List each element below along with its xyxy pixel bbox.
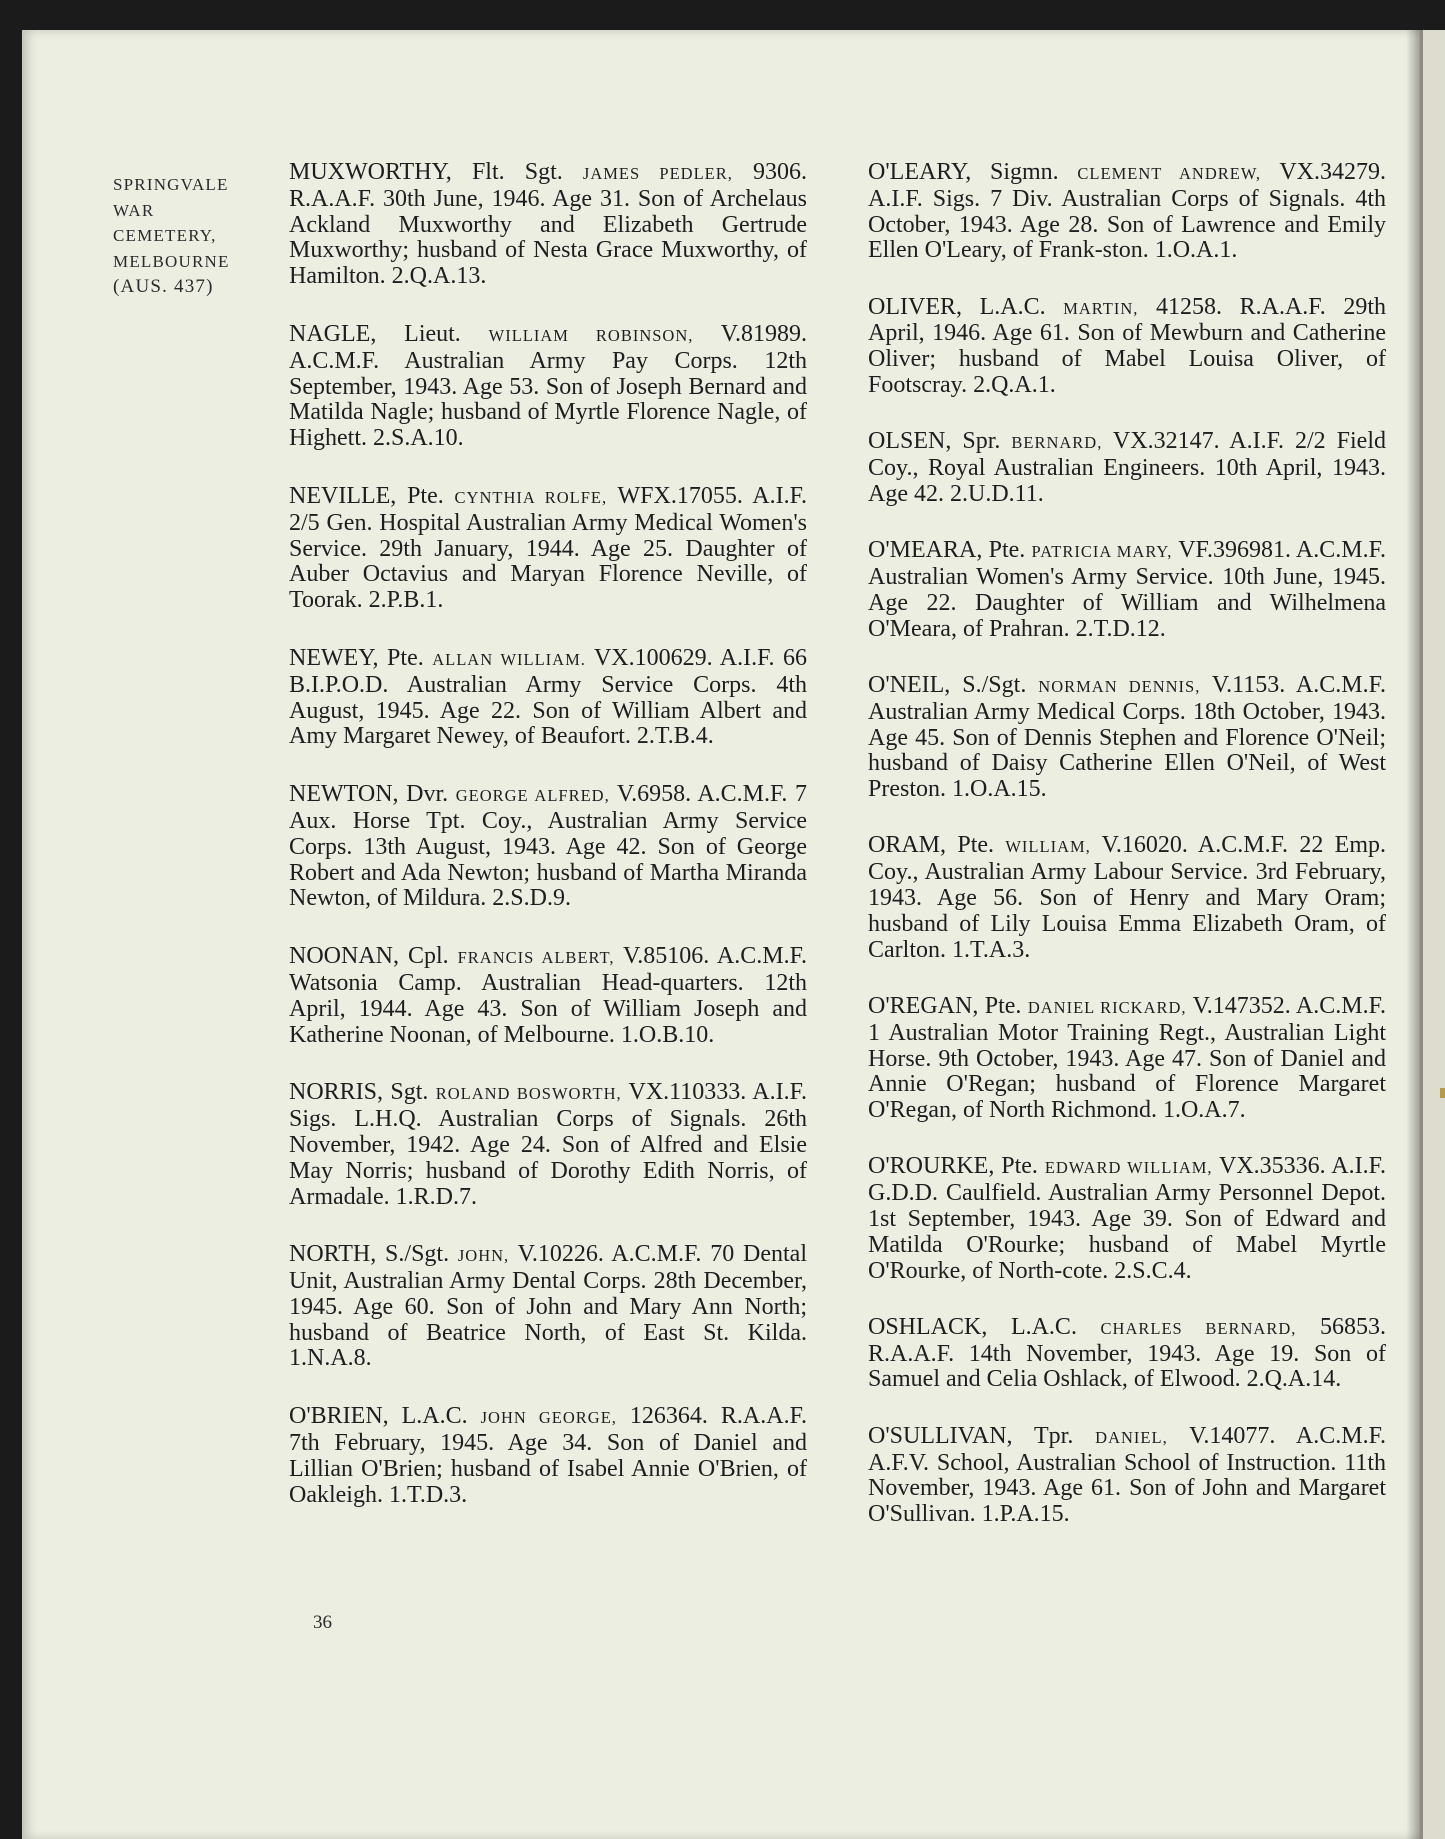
- entry-details: V.14077. A.C.M.F. A.F.V. School, Australian School of Instruction. 11th November, 1943. Age 61. Son of John and Margaret O'Sullivan. 1.P.A.15.: [868, 1422, 1386, 1528]
- casualty-entry: [289, 646, 807, 750]
- entry-surname: NEWTON,: [289, 781, 399, 808]
- entry-given-names: JOHN,: [457, 1246, 510, 1266]
- entry-surname: O'REGAN,: [868, 992, 979, 1019]
- entry-given-names: DANIEL,: [1095, 1427, 1168, 1447]
- entry-details: VX.34279. A.I.F. Sigs. 7 Div. Australian Corps of Signals. 4th October, 1943. Age 28. Son of Lawrence and Emily Ellen O'Leary, of Frank-ston. 1.O.A.1.: [868, 159, 1386, 264]
- entry-surname: OSHLACK,: [868, 1313, 988, 1340]
- entry-details: V.10226. A.C.M.F. 70 Dental Unit, Australian Army Dental Corps. 28th December, 1945. Age 60. Son of John and Mary Ann North; husband of Beatrice North, of East St. Kilda. 1.N.A.8.: [289, 1241, 807, 1372]
- entry-given-names: ALLAN WILLIAM.: [432, 649, 586, 669]
- entry-given-names: JAMES PEDLER,: [582, 164, 733, 183]
- entry-rank: Pte.: [984, 992, 1022, 1019]
- entry-details: 9306. R.A.A.F. 30th June, 1946. Age 31. Son of Archelaus Ackland Muxworthy and Elizabeth Gertrude Muxworthy; husband of Nesta Grace Muxworthy, of Hamilton. 2.Q.A.13.: [289, 159, 808, 290]
- entry-details: VX.32147. A.I.F. 2/2 Field Coy., Royal Australian Engineers. 10th April, 1943. Age 42. 2.U.D.11.: [868, 428, 1386, 507]
- entry-surname: NORTH,: [289, 1241, 377, 1268]
- left-column: [289, 160, 807, 1540]
- entry-given-names: JOHN GEORGE,: [480, 1408, 617, 1428]
- page-number: 36: [313, 1612, 332, 1633]
- entry-details: VX.100629. A.I.F. 66 B.I.P.O.D. Australian Army Service Corps. 4th August, 1945. Age 22. Son of William Albert and Amy Margaret Newey, of Beaufort. 2.T.B.4.: [289, 644, 808, 750]
- cemetery-label: [113, 172, 230, 300]
- entry-given-names: NORMAN DENNIS,: [1038, 676, 1201, 696]
- entry-details: 41258. R.A.A.F. 29th April, 1946. Age 61. Son of Mewburn and Catherine Oliver; husband of Mabel Louisa Oliver, of Footscray. 2.Q.A.1.: [868, 293, 1387, 399]
- entry-surname: NOONAN,: [289, 943, 399, 970]
- entry-details: V.85106. A.C.M.F. Watsonia Camp. Australian Head-quarters. 12th April, 1944. Age 43. Son of William Joseph and Katherine Noonan, of Melbourne. 1.O.B.10.: [289, 943, 807, 1048]
- casualty-entry: [868, 994, 1386, 1124]
- entry-surname: O'MEARA,: [868, 537, 983, 564]
- page-gutter-shadow: [1406, 30, 1420, 1839]
- casualty-entry: [289, 1080, 807, 1210]
- entry-surname: OLIVER,: [868, 293, 962, 320]
- entry-surname: NORRIS,: [289, 1079, 384, 1106]
- casualty-entry: [868, 1154, 1386, 1284]
- entry-surname: O'NEIL,: [868, 671, 951, 698]
- entry-surname: O'ROURKE,: [868, 1153, 995, 1180]
- entry-details: V.6958. A.C.M.F. 7 Aux. Horse Tpt. Coy., Australian Army Service Corps. 13th August, 1943. Age 42. Son of George Robert and Ada Newton; husband of Martha Miranda Newton, of Mildura. 2.S.D.9.: [289, 781, 808, 912]
- entry-rank: Pte.: [387, 644, 424, 671]
- entry-given-names: FRANCIS ALBERT,: [457, 948, 615, 968]
- casualty-entry: [868, 673, 1386, 803]
- entry-surname: O'LEARY,: [868, 159, 972, 185]
- entry-details: VF.396981. A.C.M.F. Australian Women's Army Service. 10th June, 1945. Age 22. Daughter of William and Wilhelmena O'Meara, of Prahran. 2.T.D.12.: [868, 537, 1387, 642]
- facing-page-edge: [1420, 30, 1445, 1839]
- casualty-entry: [289, 484, 807, 614]
- entry-rank: Lieut.: [404, 320, 461, 347]
- entry-surname: O'SULLIVAN,: [868, 1422, 1013, 1449]
- casualty-entry: [289, 1404, 807, 1508]
- entry-rank: Pte.: [1001, 1153, 1038, 1180]
- casualty-entry: [868, 160, 1386, 264]
- entry-details: 126364. R.A.A.F. 7th February, 1945. Age 34. Son of Daniel and Lillian O'Brien; husband of Isabel Annie O'Brien, of Oakleigh. 1.T.D.3.: [289, 1403, 807, 1508]
- entry-surname: ORAM,: [868, 832, 947, 859]
- cemetery-label-line: SPRINGVALE: [113, 175, 229, 194]
- entry-rank: Sigmn.: [989, 159, 1059, 185]
- entry-given-names: EDWARD WILLIAM,: [1044, 1158, 1213, 1178]
- entry-details: V.81989. A.C.M.F. Australian Army Pay Corps. 12th September, 1943. Age 53. Son of Joseph Bernard and Matilda Nagle; husband of Myrtle Florence Nagle, of Highett. 2.S.A.10.: [289, 320, 808, 452]
- entry-details: VX.110333. A.I.F. Sigs. L.H.Q. Australian Corps of Signals. 26th November, 1942. Age 24. Son of Alfred and Elsie May Norris; husband of Dorothy Edith Norris, of Armadale. 1.R.D.7.: [289, 1079, 808, 1210]
- casualty-entry: [289, 1242, 807, 1372]
- entry-rank: S./Sgt.: [385, 1241, 450, 1268]
- casualty-entry: [868, 295, 1386, 399]
- entry-given-names: PATRICIA MARY,: [1031, 542, 1173, 562]
- entry-surname: MUXWORTHY,: [289, 159, 452, 185]
- entry-surname: OLSEN,: [868, 428, 952, 455]
- entry-rank: L.A.C.: [1010, 1313, 1077, 1340]
- casualty-entry: [868, 1424, 1386, 1528]
- entry-given-names: MARTIN,: [1063, 298, 1139, 318]
- entry-given-names: WILLIAM ROBINSON,: [488, 325, 694, 345]
- entry-details: VX.35336. A.I.F. G.D.D. Caulfield. Australian Army Personnel Depot. 1st September, 1943. Age 39. Son of Edward and Matilda O'Rourke; husband of Mabel Myrtle O'Rourke, of North-cote. 2.S.C.4.: [868, 1153, 1387, 1284]
- entry-details: V.16020. A.C.M.F. 22 Emp. Coy., Australian Army Labour Service. 3rd February, 1943. Age 56. Son of Henry and Mary Oram; husband of Lily Louisa Emma Elizabeth Oram, of Carlton. 1.T.A.3.: [868, 832, 1386, 963]
- casualty-entry: [289, 944, 807, 1048]
- entry-given-names: DANIEL RICKARD,: [1027, 997, 1187, 1017]
- entry-given-names: WILLIAM,: [1005, 837, 1091, 857]
- entry-rank: Spr.: [962, 428, 1001, 455]
- entry-given-names: CHARLES BERNARD,: [1100, 1318, 1297, 1338]
- entry-rank: Pte.: [407, 482, 444, 509]
- entry-rank: Sgt.: [390, 1079, 429, 1106]
- casualty-entry: [868, 833, 1386, 963]
- entry-rank: S./Sgt.: [962, 671, 1027, 698]
- entry-surname: NEWEY,: [289, 644, 379, 671]
- entry-rank: Pte.: [988, 537, 1026, 564]
- entry-details: WFX.17055. A.I.F. 2/5 Gen. Hospital Australian Army Medical Women's Service. 29th January, 1944. Age 25. Daughter of Auber Octavius and Maryan Florence Neville, of Toorak. 2.P.B.1.: [289, 482, 808, 614]
- cemetery-label-line: (AUS. 437): [113, 276, 214, 297]
- entry-rank: L.A.C.: [979, 293, 1046, 320]
- entry-rank: L.A.C.: [401, 1403, 468, 1430]
- entry-surname: NAGLE,: [289, 320, 377, 347]
- entry-given-names: CLEMENT ANDREW,: [1077, 164, 1262, 183]
- cemetery-label-line: WAR: [113, 200, 155, 220]
- casualty-entry: [289, 322, 807, 452]
- entry-surname: NEVILLE,: [289, 482, 397, 509]
- entry-rank: Cpl.: [407, 943, 449, 970]
- entry-rank: Pte.: [957, 832, 995, 859]
- entry-given-names: CYNTHIA ROLFE,: [454, 487, 608, 507]
- right-column: [868, 160, 1386, 1558]
- page-marker-tab: [1440, 1088, 1445, 1098]
- casualty-entry: [289, 782, 807, 912]
- casualty-entry: [868, 538, 1386, 642]
- entry-details: 56853. R.A.A.F. 14th November, 1943. Age 19. Son of Samuel and Celia Oshlack, of Elwood. 2.Q.A.14.: [868, 1313, 1386, 1393]
- casualty-entry: [868, 429, 1386, 507]
- casualty-entry: [868, 1315, 1386, 1393]
- cemetery-label-line: MELBOURNE: [113, 251, 230, 271]
- entry-rank: Tpr.: [1033, 1422, 1074, 1449]
- entry-details: V.147352. A.C.M.F. 1 Australian Motor Training Regt., Australian Light Horse. 9th October, 1943. Age 47. Son of Daniel and Annie O'Regan; husband of Florence Margaret O'Regan, of North Richmond. 1.O.A.7.: [868, 992, 1387, 1124]
- entry-given-names: BERNARD,: [1011, 433, 1103, 453]
- cemetery-label-line: CEMETERY,: [113, 226, 217, 245]
- entry-rank: Flt. Sgt.: [471, 159, 563, 185]
- entry-given-names: ROLAND BOSWORTH,: [435, 1084, 622, 1104]
- entry-surname: O'BRIEN,: [289, 1403, 389, 1430]
- casualty-entry: [289, 160, 807, 290]
- entry-details: V.1153. A.C.M.F. Australian Army Medical Corps. 18th October, 1943. Age 45. Son of Dennis Stephen and Florence O'Neil; husband of Daisy Catherine Ellen O'Neil, of West Preston. 1.O.A.15.: [868, 671, 1386, 803]
- entry-rank: Dvr.: [406, 781, 449, 808]
- entry-given-names: GEORGE ALFRED,: [455, 786, 610, 806]
